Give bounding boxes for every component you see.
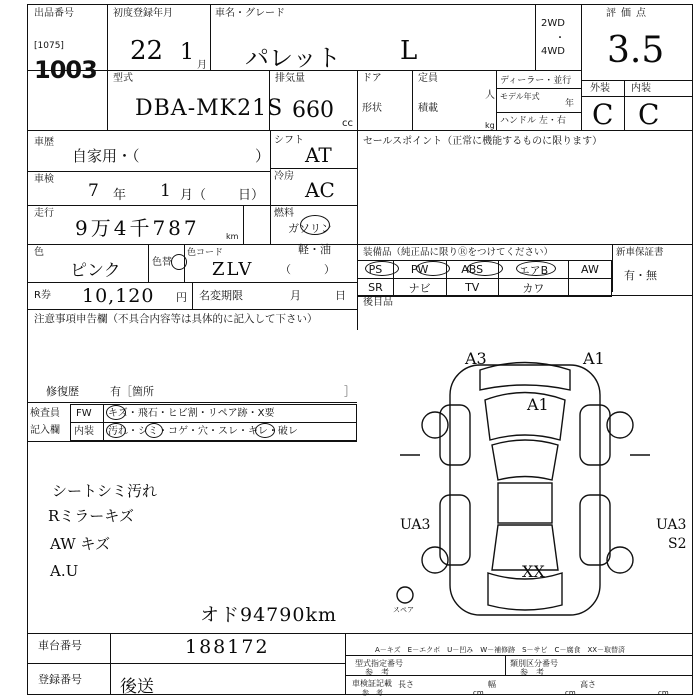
first-reg-label: 初度登録年月	[113, 8, 173, 19]
mark-ua3-left: UA3	[400, 517, 431, 533]
rear-left-wheel	[422, 547, 448, 573]
lot-number: 1003	[34, 56, 97, 84]
type-spec-ref: 参 考	[365, 668, 389, 677]
first-reg-month: 1	[180, 40, 194, 65]
front-left-wheel	[422, 412, 448, 438]
mileage-label: 走行	[34, 208, 54, 219]
history-label: 車歴	[34, 137, 54, 148]
length-label: 長さ	[398, 680, 414, 689]
chassis-number: 188172	[185, 636, 270, 658]
mileage-unit: km	[226, 232, 239, 241]
capacity-label: 定員	[418, 73, 438, 84]
right-front-door	[580, 405, 610, 465]
odometer-note: オド94790km	[200, 604, 337, 626]
rear-seat-label: 後目品	[363, 297, 393, 308]
equip-ps: PS	[358, 261, 394, 279]
equip-blank	[568, 279, 611, 297]
name-change-day: 日	[335, 289, 346, 302]
load-unit: kg	[485, 121, 495, 130]
front-bumper	[480, 363, 570, 391]
length-unit: cm	[473, 689, 484, 697]
shaken-month: 1	[160, 181, 171, 201]
left-front-door	[440, 405, 470, 465]
equip-abs: ABS	[446, 261, 498, 279]
circle-pw	[416, 261, 450, 276]
displacement: 660	[292, 98, 334, 123]
repair-close: ］	[344, 385, 355, 398]
fuel-paren: （ ）	[280, 263, 335, 276]
circle-ps	[365, 261, 399, 276]
windshield	[492, 440, 558, 480]
dealer-label: ディーラー・並行	[500, 76, 572, 86]
inspector-label1: 検査員	[30, 408, 60, 419]
history-close: ）	[255, 147, 271, 165]
mark-a1-hood: A1	[527, 395, 549, 414]
first-reg-month-unit: 月	[197, 60, 207, 71]
repair-label: 修復歴	[46, 385, 79, 398]
color-change-label: 色替	[152, 257, 172, 268]
sales-point-label: セールスポイント（正常に機能するものに限ります）	[363, 136, 603, 147]
equip-sr: SR	[358, 279, 394, 297]
recycle-unit: 円	[176, 291, 187, 304]
capacity-unit: 人	[485, 90, 495, 101]
interior-inspect-label: 内装	[74, 426, 94, 437]
mark-ua3-right: UA3	[656, 517, 687, 533]
notes-label: 注意事項申告欄（不具合内容等は具体的に記入して下さい）	[34, 313, 318, 325]
color-value: ピンク	[70, 261, 121, 281]
aircon-value: AC	[305, 178, 335, 202]
displacement-unit: cc	[342, 118, 353, 129]
score-label: 評価点	[606, 8, 651, 19]
warranty-value: 有・無	[624, 269, 657, 282]
warranty-label: 新車保証書	[616, 247, 664, 258]
mark-s2: S2	[668, 536, 687, 552]
interior-label: 内装	[631, 83, 651, 94]
mark-xx: XX	[522, 562, 545, 581]
lot-bracket: [1075]	[34, 41, 64, 51]
name-change-label: 名変期限	[199, 289, 243, 302]
height-label: 高さ	[580, 680, 596, 689]
fuel-gasoline: ガソリン	[288, 222, 332, 235]
score: 3.5	[607, 30, 665, 71]
inspector-label2: 記入欄	[30, 425, 60, 436]
chassis-label: 車台番号	[38, 639, 82, 652]
cert-ref: 参 考	[362, 689, 383, 697]
fw-label: FW	[76, 408, 92, 419]
type-spec-label: 型式指定番号	[355, 659, 403, 668]
fw-items: キズ・飛石・ヒビ割・リペア跡・X要	[108, 408, 275, 419]
repair-value: 有［箇所	[110, 385, 154, 398]
car-name: パレット	[245, 44, 341, 72]
cert-label: 車検証記載	[352, 679, 392, 688]
equip-pw: PW	[393, 261, 446, 279]
door-label: ドア	[362, 73, 382, 84]
car-damage-diagram	[380, 345, 670, 625]
load-label: 積載	[418, 103, 438, 114]
shaken-year: 7	[88, 181, 99, 201]
shift-label: シフト	[274, 135, 304, 146]
color-code: ZLV	[212, 259, 254, 280]
lot-no-label: 出品番号	[34, 8, 74, 19]
color-code-label: 色コード	[187, 248, 224, 258]
drive-4wd: 4WD	[541, 46, 565, 57]
model: DBA-MK21S	[135, 96, 284, 121]
circle-airbag	[516, 261, 556, 276]
drive-2wd: 2WD	[541, 18, 565, 29]
aircon-label: 冷房	[274, 171, 294, 182]
grade: L	[400, 36, 418, 66]
width-unit: cm	[565, 689, 576, 697]
fuel-label: 燃料	[274, 208, 294, 219]
first-reg-year: 22	[130, 36, 164, 66]
height-unit: cm	[658, 689, 669, 697]
front-right-wheel	[607, 412, 633, 438]
interior-inspect-items: 汚れ・シミ・コゲ・穴・スレ・キレ・破レ	[108, 426, 298, 437]
shaken-label: 車検	[34, 174, 54, 185]
roof	[498, 483, 552, 523]
recycle-label: R券	[34, 290, 51, 301]
history-value: 自家用・（	[72, 147, 140, 165]
reg-value: 後送	[120, 677, 154, 697]
left-rear-door	[440, 495, 470, 565]
handle-label: ハンドル 左・右	[500, 116, 566, 126]
equip-tv: TV	[446, 279, 498, 297]
fuel-circle	[300, 215, 330, 235]
model-year-label: モデル年式	[500, 92, 540, 101]
shape-label: 形状	[362, 103, 382, 114]
shaken-year-unit: 年	[113, 188, 127, 203]
equip-airbag: エアB	[498, 261, 568, 279]
note-line-4: A.U	[50, 562, 79, 580]
class-label: 類別区分番号	[510, 659, 558, 668]
damage-legend: A－キズ E－エクボ U－凹み W－補修跡 S－サビ C－腐食 XX－取替済	[375, 646, 626, 654]
shift-value: AT	[305, 143, 332, 167]
model-year-unit: 年	[565, 99, 575, 109]
name-change-month: 月	[290, 289, 301, 302]
exterior-label: 外装	[590, 83, 610, 94]
fuel-diesel: 軽・油	[298, 243, 331, 256]
circle-abs	[467, 261, 503, 276]
equip-aw: AW	[568, 261, 611, 279]
equip-leather: カワ	[498, 279, 568, 297]
right-rear-door	[580, 495, 610, 565]
color-label: 色	[34, 247, 44, 258]
mark-a3-front: A3	[465, 349, 487, 368]
displacement-label: 排気量	[275, 73, 305, 84]
class-ref: 参 考	[520, 668, 544, 677]
rear-right-wheel	[607, 547, 633, 573]
note-line-3: AW キズ	[50, 535, 111, 553]
mileage: 9万4千787	[75, 216, 200, 240]
hood	[485, 393, 565, 441]
name-grade-label: 車名・グレード	[215, 8, 285, 19]
recycle-amount: 10,120	[82, 285, 155, 307]
shaken-month-unit: 月（	[180, 188, 207, 203]
equipment-title: 装備品（純正品に限りⓇをつけてください）	[363, 247, 554, 258]
spare-label: スペア	[393, 606, 414, 614]
reg-label: 登録番号	[38, 673, 82, 686]
mark-a1-front: A1	[583, 349, 605, 368]
equip-navi: ナビ	[393, 279, 446, 297]
exterior-grade: C	[592, 98, 614, 131]
spare-tire	[397, 587, 413, 603]
width-label: 幅	[488, 680, 496, 689]
interior-grade: C	[638, 98, 660, 131]
note-line-2: Rミラーキズ	[48, 507, 134, 525]
note-line-1: シートシミ汚れ	[52, 482, 158, 500]
shaken-day-unit: 日）	[238, 188, 265, 203]
model-label: 型式	[113, 73, 133, 84]
